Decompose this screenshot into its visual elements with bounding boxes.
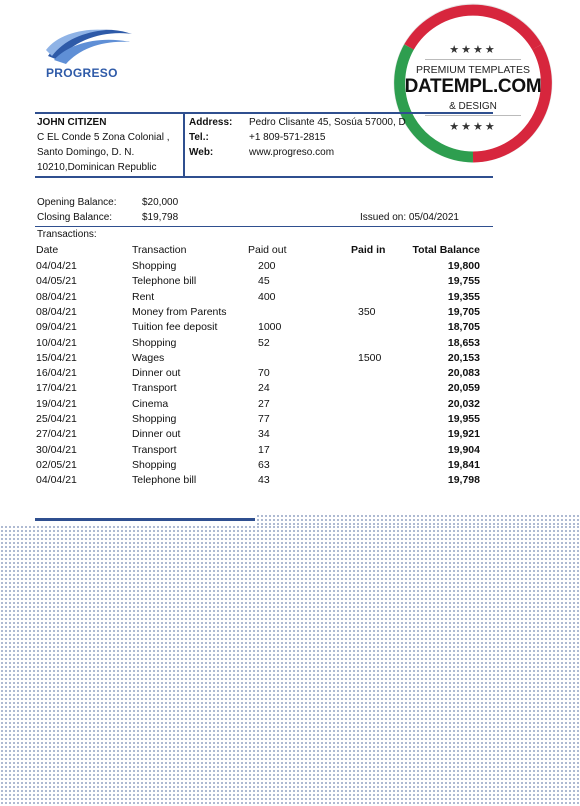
row-paid-out: 52 (258, 336, 270, 349)
row-date: 04/04/21 (36, 260, 77, 272)
summary-rule (35, 226, 493, 227)
row-total-balance: 19,755 (447, 275, 480, 288)
row-paid-out: 45 (258, 275, 270, 288)
tel-label: Tel.: (189, 132, 209, 143)
row-paid-out: 1000 (258, 321, 282, 334)
row-total-balance: 20,153 (447, 351, 480, 364)
contact-values (249, 115, 406, 160)
footer-rule (35, 518, 255, 521)
opening-balance-value: $20,000 (142, 197, 179, 208)
closing-balance-label: Closing Balance: (37, 212, 113, 223)
contact-labels (189, 115, 249, 160)
transactions-title: Transactions: (37, 229, 97, 240)
table-row (36, 260, 486, 275)
row-transaction: Rent (132, 290, 155, 303)
row-transaction: Tuition fee deposit (132, 321, 218, 334)
watermark-badge (393, 3, 553, 163)
row-transaction: Dinner out (132, 367, 181, 380)
row-paid-out: 43 (258, 474, 270, 487)
table-row (36, 459, 486, 474)
table-row (36, 474, 486, 489)
row-total-balance: 20,032 (447, 397, 480, 410)
tel-value: +1 809-571-2815 (249, 132, 326, 143)
col-paid-out: Paid out (248, 244, 287, 256)
row-paid-out: 34 (258, 428, 270, 441)
dotted-pattern (0, 525, 580, 806)
row-transaction: Transport (132, 382, 177, 395)
row-paid-out: 27 (258, 397, 270, 410)
row-date: 15/04/21 (36, 351, 77, 364)
table-row (36, 413, 486, 428)
row-total-balance: 18,705 (447, 321, 480, 334)
row-transaction: Telephone bill (132, 474, 197, 487)
row-total-balance: 19,904 (447, 443, 480, 456)
table-row (36, 428, 486, 443)
swoosh-logo-icon (44, 26, 136, 66)
col-paid-in: Paid in (351, 244, 386, 256)
row-date: 08/04/21 (36, 305, 77, 318)
badge-stars-icon: ★★★★ (449, 120, 497, 133)
web-label: Web: (189, 147, 214, 158)
row-total-balance: 19,841 (447, 458, 480, 471)
address-label: Address: (189, 117, 233, 128)
row-paid-out: 200 (258, 260, 276, 272)
row-paid-in: 1500 (358, 351, 382, 364)
row-total-balance: 19,955 (447, 413, 480, 425)
row-transaction: Dinner out (132, 428, 181, 441)
row-paid-out: 63 (258, 458, 270, 471)
table-row (36, 275, 486, 290)
col-transaction: Transaction (132, 244, 187, 256)
table-row (36, 337, 486, 352)
row-date: 25/04/21 (36, 413, 77, 425)
customer-address-line: 10210,Dominican Republic (37, 162, 157, 173)
row-date: 04/05/21 (36, 275, 77, 288)
table-header (36, 244, 486, 259)
badge-stars-icon: ★★★★ (449, 43, 497, 56)
table-row (36, 382, 486, 397)
row-total-balance: 19,798 (447, 474, 480, 487)
row-transaction: Shopping (132, 336, 177, 349)
issued-date: Issued on: 05/04/2021 (360, 212, 459, 223)
row-transaction: Shopping (132, 458, 177, 471)
table-row (36, 291, 486, 306)
bank-name: PROGRESO (46, 66, 118, 80)
row-transaction: Cinema (132, 397, 169, 410)
row-transaction: Telephone bill (132, 275, 197, 288)
row-paid-out: 17 (258, 443, 270, 456)
row-transaction: Wages (132, 351, 165, 364)
row-date: 30/04/21 (36, 443, 77, 456)
row-total-balance: 18,653 (447, 336, 480, 349)
row-transaction: Transport (132, 443, 177, 456)
row-paid-out: 400 (258, 290, 276, 303)
header-bottom-rule (35, 176, 493, 178)
customer-address-line: C EL Conde 5 Zona Colonial , (37, 132, 170, 143)
row-date: 27/04/21 (36, 428, 77, 441)
badge-line-3: & DESIGN (449, 101, 497, 112)
badge-divider (425, 59, 521, 60)
row-transaction: Money from Parents (132, 305, 227, 318)
row-total-balance: 19,921 (447, 428, 480, 441)
row-total-balance: 20,059 (447, 382, 480, 395)
row-date: 02/05/21 (36, 458, 77, 471)
web-value[interactable]: www.progreso.com (249, 147, 335, 158)
row-date: 17/04/21 (36, 382, 77, 395)
table-row (36, 306, 486, 321)
bank-logo (38, 26, 138, 82)
row-total-balance: 19,800 (447, 260, 480, 272)
row-paid-out: 70 (258, 367, 270, 380)
address-value: Pedro Clisante 45, Sosúa 57000, D (249, 117, 406, 128)
customer-block (37, 115, 170, 175)
table-row (36, 444, 486, 459)
row-transaction: Shopping (132, 260, 177, 272)
header-divider (183, 114, 185, 176)
col-date: Date (36, 244, 59, 256)
dotted-pattern (256, 514, 580, 525)
opening-balance-label: Opening Balance: (37, 197, 117, 208)
table-row (36, 352, 486, 367)
row-paid-in: 350 (358, 305, 376, 318)
row-total-balance: 19,355 (447, 290, 480, 303)
badge-divider (425, 115, 521, 116)
col-total-balance: Total Balance (412, 244, 480, 256)
badge-line-1: PREMIUM TEMPLATES (416, 64, 530, 76)
table-row (36, 321, 486, 336)
customer-name: JOHN CITIZEN (37, 117, 107, 128)
badge-line-2: DATEMPL.COM (404, 76, 542, 97)
table-row (36, 398, 486, 413)
row-date: 10/04/21 (36, 336, 77, 349)
row-date: 16/04/21 (36, 367, 77, 380)
row-transaction: Shopping (132, 413, 177, 425)
customer-address-line: Santo Domingo, D. N. (37, 147, 135, 158)
header-top-rule (35, 112, 493, 114)
row-total-balance: 20,083 (447, 367, 480, 380)
row-date: 09/04/21 (36, 321, 77, 334)
row-paid-out: 77 (258, 413, 270, 425)
row-total-balance: 19,705 (447, 305, 480, 318)
closing-balance-value: $19,798 (142, 212, 179, 223)
row-paid-out: 24 (258, 382, 270, 395)
table-row (36, 367, 486, 382)
row-date: 08/04/21 (36, 290, 77, 303)
row-date: 19/04/21 (36, 397, 77, 410)
row-date: 04/04/21 (36, 474, 77, 487)
